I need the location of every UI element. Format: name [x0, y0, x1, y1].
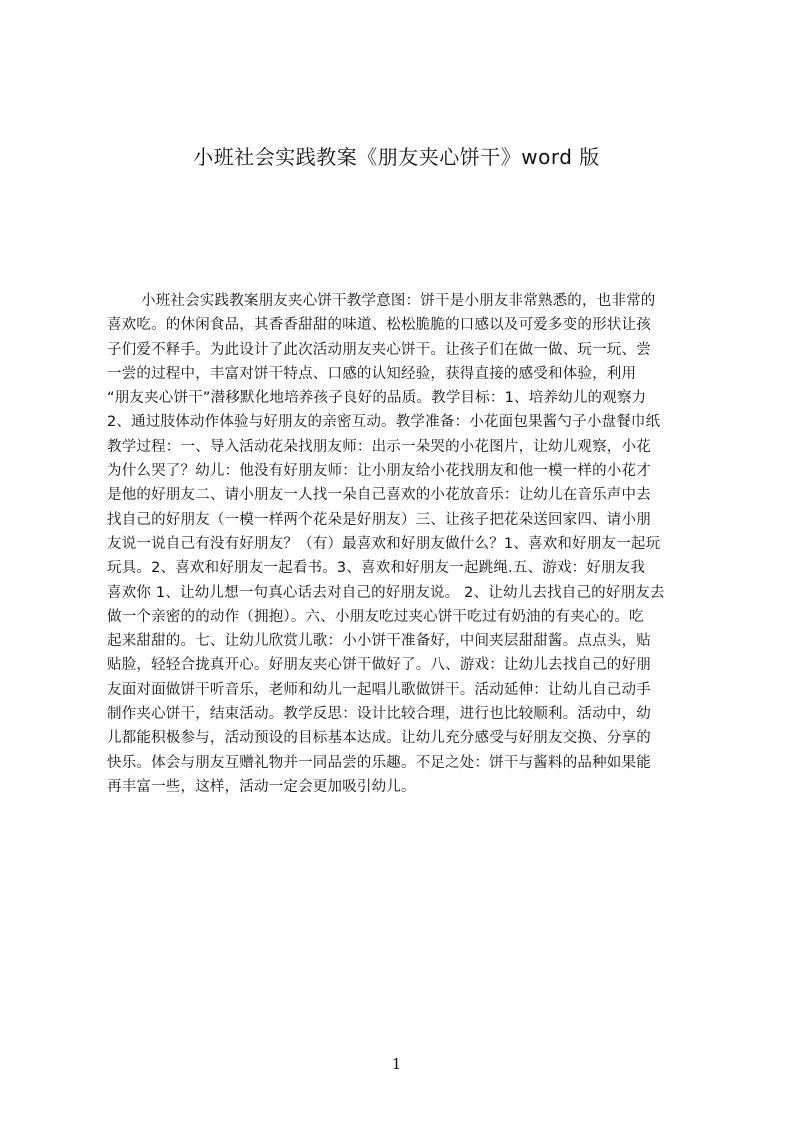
- document-body: [107, 289, 697, 799]
- body-line: 儿都能积极参与，活动预设的目标基本达成。让幼儿充分感受与好朋友交换、分享的: [107, 730, 651, 747]
- body-line: 快乐。体会与朋友互赠礼物并一同品尝的乐趣。不足之处：饼干与酱料的品种如果能: [107, 754, 651, 771]
- body-line: 小班社会实践教案朋友夹心饼干教学意图：饼干是小朋友非常熟悉的，也非常的: [141, 293, 656, 309]
- body-line: 教学过程：一、导入活动花朵找朋友师：出示一朵哭的小花图片，让幼儿观察，小花: [107, 438, 651, 455]
- body-line: 友说一说自己有没有好朋友？（有）最喜欢和好朋友做什么？1、喜欢和好朋友一起玩: [107, 535, 661, 552]
- body-line: 再丰富一些，这样，活动一定会更加吸引幼儿。: [107, 778, 416, 795]
- body-line: “朋友夹心饼干”潜移默化地培养孩子良好的品质。教学目标：1、培养幼儿的观察力: [107, 390, 647, 407]
- body-line: 喜欢吃。的休闲食品，其香香甜甜的味道、松松脆脆的口感以及可爱多变的形状让孩: [107, 317, 651, 334]
- body-line: 起来甜甜的。七、让幼儿欣赏儿歌：小小饼干准备好，中间夹层甜甜酱。点点头，贴: [107, 633, 651, 650]
- body-line: 喜欢你 1、让幼儿想一句真心话去对自己的好朋友说。 2、让幼儿去找自己的好朋友去: [107, 584, 665, 601]
- body-line: 为什么哭了？幼儿：他没有好朋友师：让小朋友给小花找朋友和他一模一样的小花才: [107, 463, 651, 480]
- body-line: 2、通过肢体动作体验与好朋友的亲密互动。教学准备：小花面包果酱勺子小盘餐巾纸: [107, 414, 661, 431]
- body-line: 贴脸，轻轻合拢真开心。好朋友夹心饼干做好了。八、游戏：让幼儿去找自己的好朋: [107, 657, 651, 674]
- body-line: 一尝的过程中，丰富对饼干特点、口感的认知经验，获得直接的感受和体验，利用: [107, 365, 637, 382]
- page-number: 1: [391, 1055, 402, 1073]
- body-line: 友面对面做饼干听音乐，老师和幼儿一起唱儿歌做饼干。活动延伸：让幼儿自己动手: [107, 681, 651, 698]
- body-line: 找自己的好朋友（一模一样两个花朵是好朋友）三、让孩子把花朵送回家四、请小朋: [107, 511, 651, 528]
- document-title: 小班社会实践教案《朋友夹心饼干》word 版: [193, 145, 600, 169]
- body-line: 制作夹心饼干，结束活动。教学反思：设计比较合理，进行也比较顺利。活动中，幼: [107, 706, 651, 723]
- body-line: 是他的好朋友二、请小朋友一人找一朵自己喜欢的小花放音乐：让幼儿在音乐声中去: [107, 487, 651, 504]
- body-line: 做一个亲密的的动作（拥抱）。六、小朋友吃过夹心饼干吃过有奶油的有夹心的。吃: [107, 608, 644, 625]
- body-line: 子们爱不释手。为此设计了此次活动朋友夹心饼干。让孩子们在做一做、玩一玩、尝: [107, 341, 651, 358]
- body-line: 玩具。2、喜欢和好朋友一起看书。3、喜欢和好朋友一起跳绳.五、游戏：好朋友我: [107, 560, 646, 577]
